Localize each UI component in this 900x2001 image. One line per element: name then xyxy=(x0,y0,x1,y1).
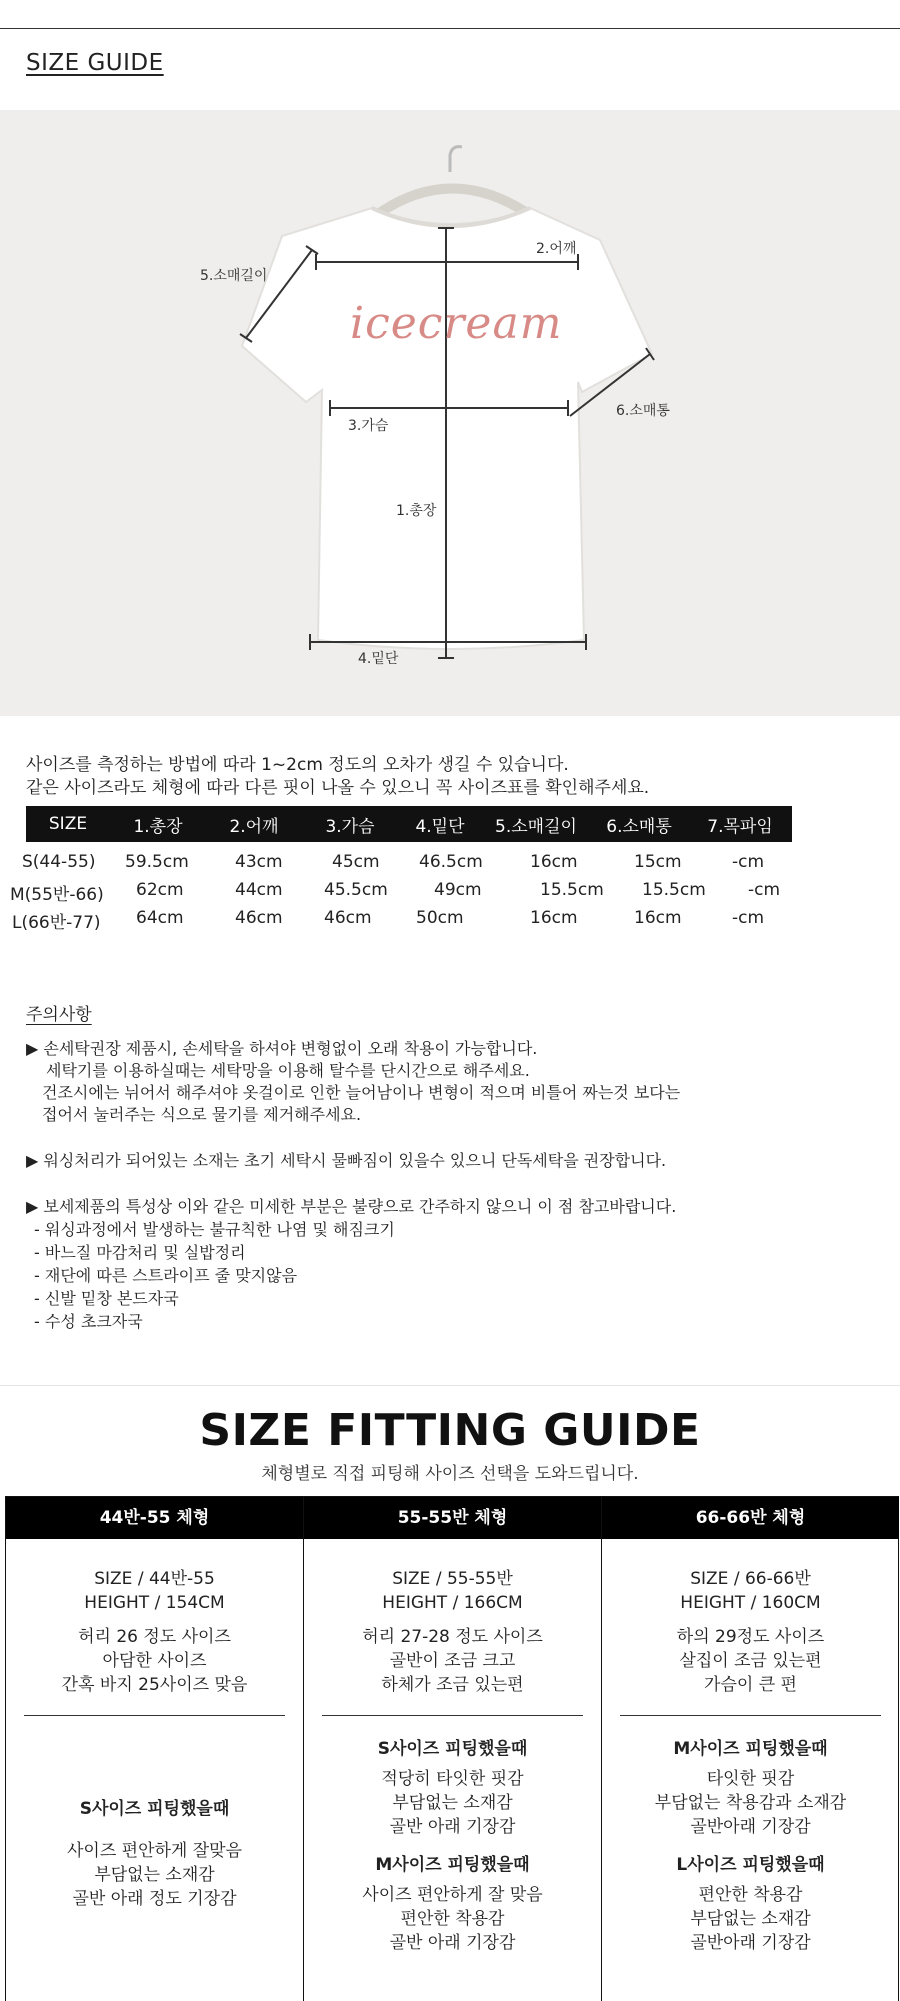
fit-title: L사이즈 피팅했을때 xyxy=(676,1855,825,1875)
caution-line: ▶ 워싱처리가 되어있는 소재는 초기 세탁시 물빠짐이 있을수 있으니 단독세탁을 권장합니다. xyxy=(26,1151,667,1170)
header-neck: 7.목파임 xyxy=(688,806,792,842)
measurement-diagram xyxy=(0,110,900,716)
row-sleeve-length: 15.5cm xyxy=(540,880,604,900)
row-sleeve-width: 16cm xyxy=(634,908,682,928)
column-rule xyxy=(24,1715,285,1716)
header-sleeve-width: 6.소매통 xyxy=(590,806,688,842)
fit-desc: 부담없는 소재감 xyxy=(94,1865,215,1885)
row-sleeve-length: 16cm xyxy=(530,852,578,872)
fit-desc: 골반 아래 기장감 xyxy=(389,1817,516,1837)
fit-title: M사이즈 피팅했을때 xyxy=(375,1855,530,1875)
row-chest: 45cm xyxy=(332,852,380,872)
fit-desc: 사이즈 편안하게 잘맞음 xyxy=(66,1841,243,1861)
row-sleeve-length: 16cm xyxy=(530,908,578,928)
column-rule xyxy=(620,1715,881,1716)
fit-desc: 편안한 착용감 xyxy=(400,1909,505,1929)
row-shoulder: 46cm xyxy=(235,908,283,928)
body-desc: 허리 26 정도 사이즈 xyxy=(78,1627,231,1647)
fit-desc: 부담없는 소재감 xyxy=(690,1909,811,1929)
label-chest: 3.가슴 xyxy=(348,418,389,434)
shirt-print-text: icecream xyxy=(350,298,563,349)
row-hem: 49cm xyxy=(434,880,482,900)
fit-desc: 적당히 타잇한 핏감 xyxy=(381,1769,524,1789)
top-divider xyxy=(0,28,900,29)
fit-desc: 부담없는 소재감 xyxy=(392,1793,513,1813)
caution-line: - 바느질 마감처리 및 실밥정리 xyxy=(34,1243,246,1262)
measurement-note: 사이즈를 측정하는 방법에 따라 1~2cm 정도의 오차가 생길 수 있습니다. xyxy=(26,755,569,775)
page-title: SIZE GUIDE xyxy=(26,50,164,76)
caution-line: 세탁기를 이용하실때는 세탁망을 이용해 탈수를 단시간으로 해주세요. xyxy=(46,1061,530,1080)
row-chest: 46cm xyxy=(324,908,372,928)
fit-desc: 편안한 착용감 xyxy=(698,1885,803,1905)
row-sleeve-width: 15.5cm xyxy=(642,880,706,900)
header-size: SIZE xyxy=(26,806,110,842)
fit-desc: 골반아래 기장감 xyxy=(690,1933,811,1953)
fit-desc: 부담없는 착용감과 소재감 xyxy=(654,1793,847,1813)
column-header: 66-66반 체형 xyxy=(602,1497,899,1539)
label-sleeve-width: 6.소매통 xyxy=(616,403,670,419)
caution-line: 건조시에는 뉘어서 해주셔야 옷걸이로 인한 늘어남이나 변형이 적으며 비틀어 짜는것 보다는 xyxy=(42,1083,681,1102)
row-sleeve-width: 15cm xyxy=(634,852,682,872)
row-size: S(44-55) xyxy=(22,852,96,872)
section-divider xyxy=(0,1385,900,1386)
caution-title: 주의사항 xyxy=(26,1005,92,1025)
row-shoulder: 44cm xyxy=(235,880,283,900)
model-height: HEIGHT / 166CM xyxy=(382,1593,523,1613)
body-desc: 허리 27-28 정도 사이즈 xyxy=(362,1627,543,1647)
body-desc: 아담한 사이즈 xyxy=(102,1651,207,1671)
fit-desc: 골반 아래 정도 기장감 xyxy=(72,1889,237,1909)
column-header: 55-55반 체형 xyxy=(304,1497,601,1539)
header-sleeve-length: 5.소매길이 xyxy=(482,806,590,842)
caution-line: - 신발 밑창 본드자국 xyxy=(34,1289,179,1308)
size-table-header xyxy=(26,806,792,842)
label-shoulder: 2.어깨 xyxy=(536,241,577,257)
row-hem: 46.5cm xyxy=(419,852,483,872)
fitting-column-1 xyxy=(6,1497,303,2001)
fitting-guide-subtitle: 체형별로 직접 피팅해 사이즈 선택을 도와드립니다. xyxy=(261,1464,639,1484)
caution-line: - 재단에 따른 스트라이프 줄 맞지않음 xyxy=(34,1266,298,1285)
header-chest: 3.가슴 xyxy=(302,806,398,842)
fitting-guide-title: SIZE FITTING GUIDE xyxy=(199,1405,701,1456)
fitting-column-3 xyxy=(602,1497,899,2001)
fit-desc: 타잇한 핏감 xyxy=(706,1769,795,1789)
body-desc: 하체가 조금 있는편 xyxy=(381,1675,524,1695)
caution-line: ▶ 보세제품의 특성상 이와 같은 미세한 부분은 불량으로 간주하지 않으니 이 점 참고바랍니다. xyxy=(26,1197,677,1216)
header-shoulder: 2.어깨 xyxy=(206,806,302,842)
body-desc: 살집이 조금 있는편 xyxy=(679,1651,822,1671)
label-total-length: 1.총장 xyxy=(396,503,437,519)
row-size: L(66반-77) xyxy=(12,913,101,933)
column-header: 44반-55 체형 xyxy=(6,1497,303,1539)
model-size: SIZE / 44반-55 xyxy=(94,1569,215,1589)
fit-title: S사이즈 피팅했을때 xyxy=(377,1739,528,1759)
body-desc: 가슴이 큰 편 xyxy=(704,1675,797,1695)
row-neck: -cm xyxy=(748,880,781,900)
fit-note: 같은 사이즈라도 체형에 따라 다른 핏이 나올 수 있으니 꼭 사이즈표를 확인해주세요. xyxy=(26,778,650,798)
row-total-length: 59.5cm xyxy=(125,852,189,872)
caution-line: - 워싱과정에서 발생하는 불규칙한 나염 및 해짐크기 xyxy=(34,1220,395,1239)
row-shoulder: 43cm xyxy=(235,852,283,872)
row-neck: -cm xyxy=(732,908,765,928)
header-hem: 4.밑단 xyxy=(398,806,482,842)
column-rule xyxy=(322,1715,583,1716)
body-desc: 하의 29정도 사이즈 xyxy=(676,1627,825,1647)
caution-line: 접어서 눌러주는 식으로 물기를 제거해주세요. xyxy=(42,1105,362,1124)
caution-line: ▶ 손세탁권장 제품시, 손세탁을 하셔야 변형없이 오래 착용이 가능합니다. xyxy=(26,1039,538,1058)
row-total-length: 64cm xyxy=(136,908,184,928)
model-height: HEIGHT / 160CM xyxy=(680,1593,821,1613)
model-size: SIZE / 55-55반 xyxy=(392,1569,513,1589)
fitting-table xyxy=(5,1496,899,2001)
model-size: SIZE / 66-66반 xyxy=(690,1569,811,1589)
fit-desc: 골반 아래 기장감 xyxy=(389,1933,516,1953)
label-hem: 4.밑단 xyxy=(358,651,399,667)
caution-line: - 수성 초크자국 xyxy=(34,1312,143,1331)
fit-desc: 사이즈 편안하게 잘 맞음 xyxy=(362,1885,543,1905)
label-sleeve-length: 5.소매길이 xyxy=(200,268,268,284)
size-table xyxy=(26,806,792,842)
fit-title: S사이즈 피팅했을때 xyxy=(79,1799,230,1819)
header-total-length: 1.총장 xyxy=(110,806,206,842)
row-neck: -cm xyxy=(732,852,765,872)
row-total-length: 62cm xyxy=(136,880,184,900)
tshirt-illustration xyxy=(0,110,900,716)
model-height: HEIGHT / 154CM xyxy=(84,1593,225,1613)
fit-title: M사이즈 피팅했을때 xyxy=(673,1739,828,1759)
row-size: M(55반-66) xyxy=(10,885,104,905)
row-hem: 50cm xyxy=(416,908,464,928)
body-desc: 간혹 바지 25사이즈 맞음 xyxy=(61,1675,248,1695)
fitting-column-2 xyxy=(304,1497,601,2001)
row-chest: 45.5cm xyxy=(324,880,388,900)
fit-desc: 골반아래 기장감 xyxy=(690,1817,811,1837)
body-desc: 골반이 조금 크고 xyxy=(389,1651,516,1671)
